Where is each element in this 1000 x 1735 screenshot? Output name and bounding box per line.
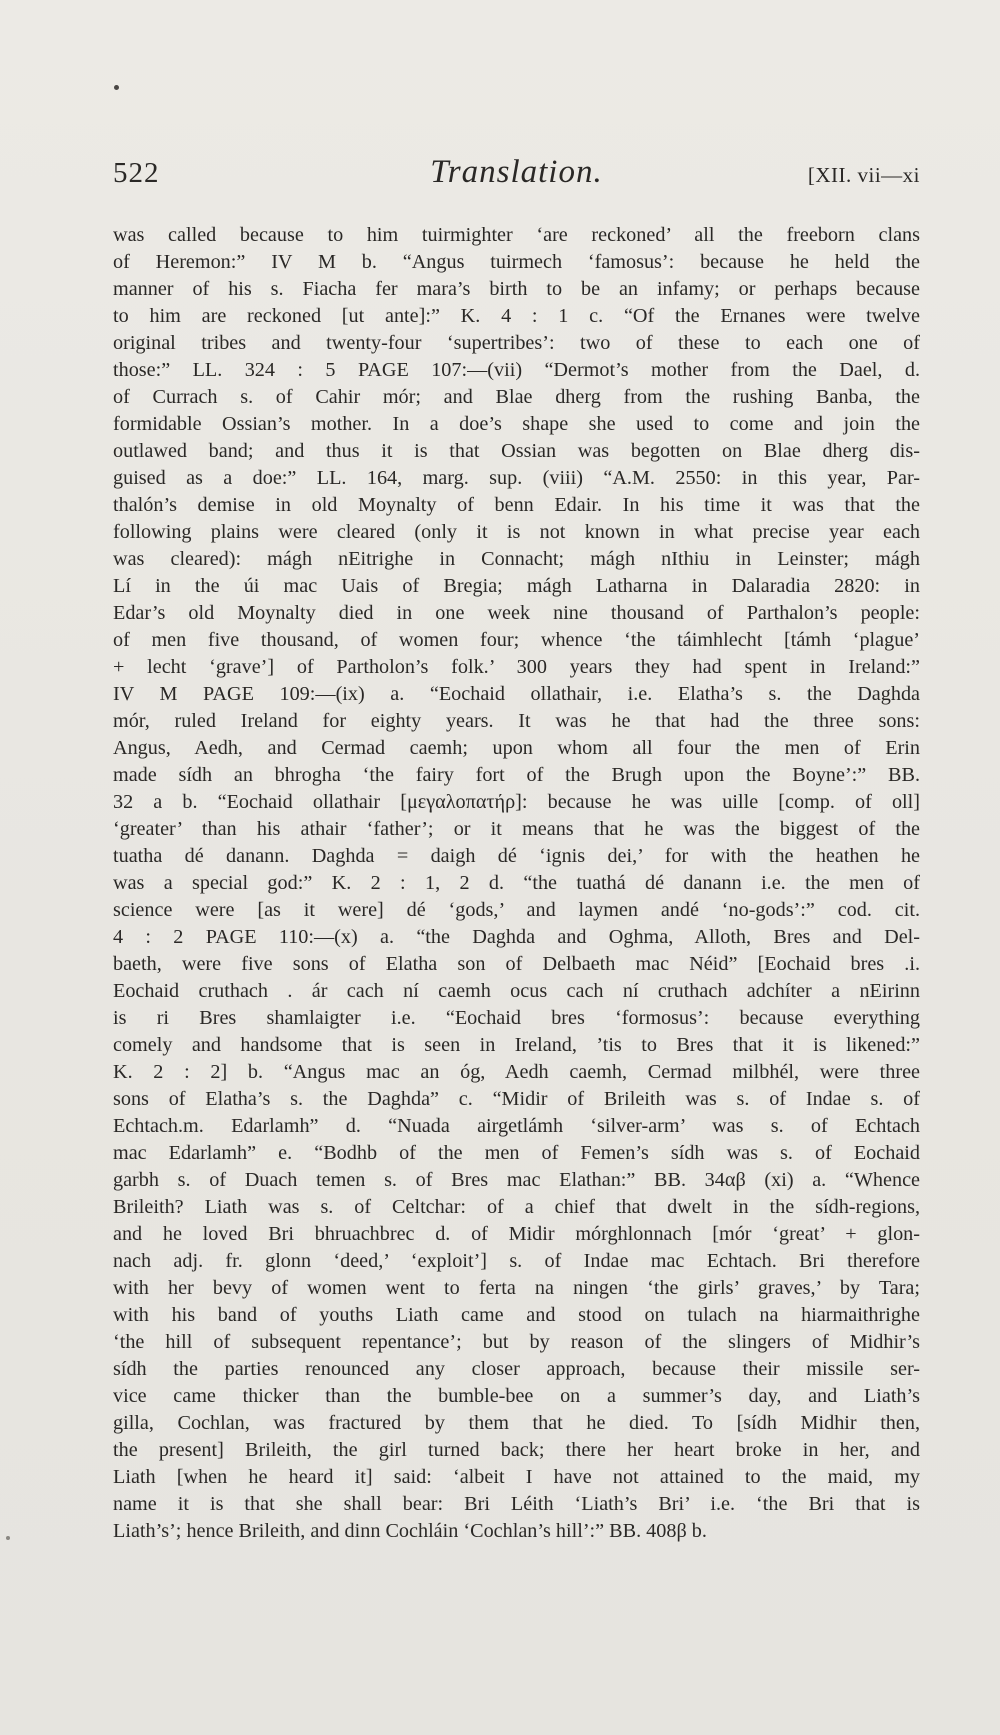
text-line: Edar’s old Moynalty died in one week nine thousand of Parthalon’s people:: [113, 602, 920, 624]
translation-body: [113, 222, 920, 1545]
text-line: is ri Bres shamlaigter i.e. “Eochaid bres ‘formosus’: because everything: [113, 1007, 920, 1029]
text-line: Lí in the úi mac Uais of Bregia; mágh Latharna in Dalaradia 2820: in: [113, 575, 920, 597]
text-line: ‘the hill of subsequent repentance’; but by reason of the slingers of Midhir’s: [113, 1331, 920, 1353]
text-line: guised as a doe:” LL. 164, marg. sup. (viii) “A.M. 2550: in this year, Par-: [113, 467, 920, 489]
margin-speck: [6, 1536, 10, 1540]
text-line: to him are reckoned [ut ante]:” K. 4 : 1 c. “Of the Ernanes were twelve: [113, 305, 920, 327]
text-line: Angus, Aedh, and Cermad caemh; upon whom all four the men of Erin: [113, 737, 920, 759]
text-line: ‘greater’ than his athair ‘father’; or it means that he was the biggest of the: [113, 818, 920, 840]
text-line: mór, ruled Ireland for eighty years. It was he that had the three sons:: [113, 710, 920, 732]
text-line: with his band of youths Liath came and stood on tulach na hiarmaithrighe: [113, 1304, 920, 1326]
text-line: Echtach.m. Edarlamh” d. “Nuada airgetlámh ‘silver-arm’ was s. of Echtach: [113, 1115, 920, 1137]
page-title: Translation.: [430, 154, 603, 190]
text-line: baeth, were five sons of Elatha son of Delbaeth mac Néid” [Eochaid bres .i.: [113, 953, 920, 975]
text-line: those:” LL. 324 : 5 PAGE 107:—(vii) “Dermot’s mother from the Dael, d.: [113, 359, 920, 381]
text-line: comely and handsome that is seen in Ireland, ’tis to Bres that it is likened:”: [113, 1034, 920, 1056]
text-line: was called because to him tuirmighter ‘are reckoned’ all the freeborn clans: [113, 224, 920, 246]
text-line: with her bevy of women went to ferta na ningen ‘the girls’ graves,’ by Tara;: [113, 1277, 920, 1299]
running-header: [113, 154, 920, 197]
text-line: formidable Ossian’s mother. In a doe’s shape she used to come and join the: [113, 413, 920, 435]
text-line: gilla, Cochlan, was fractured by them that he died. To [sídh Midhir then,: [113, 1412, 920, 1434]
text-line: + lecht ‘grave’] of Partholon’s folk.’ 300 years they had spent in Ireland:”: [113, 656, 920, 678]
text-line: made sídh an bhrogha ‘the fairy fort of the Brugh upon the Boyne’:” BB.: [113, 764, 920, 786]
text-line: Eochaid cruthach . ár cach ní caemh ocus cach ní cruthach adchíter a nEirinn: [113, 980, 920, 1002]
text-line: was a special god:” K. 2 : 1, 2 d. “the tuathá dé danann i.e. the men of: [113, 872, 920, 894]
text-line: tuatha dé danann. Daghda = daigh dé ‘ignis dei,’ for with the heathen he: [113, 845, 920, 867]
section-reference: [XII. vii—xi: [807, 163, 920, 187]
text-line: and he loved Bri bhruachbrec d. of Midir mórghlonnach [mór ‘great’ + glon-: [113, 1223, 920, 1245]
text-line: Liath [when he heard it] said: ‘albeit I have not attained to the maid, my: [113, 1466, 920, 1488]
text-line: outlawed band; and thus it is that Ossian was begotten on Blae dherg dis-: [113, 440, 920, 462]
text-line: nach adj. fr. glonn ‘deed,’ ‘exploit’] s. of Indae mac Echtach. Bri therefore: [113, 1250, 920, 1272]
ink-speck: [114, 85, 119, 90]
text-line: following plains were cleared (only it is not known in what precise year each: [113, 521, 920, 543]
text-line: K. 2 : 2] b. “Angus mac an óg, Aedh caemh, Cermad milbhél, were three: [113, 1061, 920, 1083]
text-line: IV M PAGE 109:—(ix) a. “Eochaid ollathair, i.e. Elatha’s s. the Daghda: [113, 683, 920, 705]
text-line: science were [as it were] dé ‘gods,’ and laymen andé ‘no-gods’:” cod. cit.: [113, 899, 920, 921]
page-number: 522: [113, 157, 160, 189]
text-line: vice came thicker than the bumble-bee on a summer’s day, and Liath’s: [113, 1385, 920, 1407]
text-line: 32 a b. “Eochaid ollathair [μεγαλοπατήρ]: because he was uille [comp. of oll]: [113, 791, 920, 813]
text-line: of Heremon:” IV M b. “Angus tuirmech ‘famosus’: because he held the: [113, 251, 920, 273]
text-line: manner of his s. Fiacha fer mara’s birth to be an infamy; or perhaps because: [113, 278, 920, 300]
text-line: garbh s. of Duach temen s. of Bres mac Elathan:” BB. 34αβ (xi) a. “Whence: [113, 1169, 920, 1191]
text-line: was cleared): mágh nEitrighe in Connacht; mágh nIthiu in Leinster; mágh: [113, 548, 920, 570]
text-line: sídh the parties renounced any closer approach, because their missile ser-: [113, 1358, 920, 1380]
text-line: of Currach s. of Cahir mór; and Blae dherg from the rushing Banba, the: [113, 386, 920, 408]
text-line: of men five thousand, of women four; whence ‘the táimhlecht [támh ‘plague’: [113, 629, 920, 651]
text-line: original tribes and twenty-four ‘supertribes’: two of these to each one of: [113, 332, 920, 354]
text-line: sons of Elatha’s s. the Daghda” c. “Midir of Brileith was s. of Indae s. of: [113, 1088, 920, 1110]
text-line: Liath’s’; hence Brileith, and dinn Cochláin ‘Cochlan’s hill’:” BB. 408β b.: [113, 1520, 707, 1542]
text-line: Brileith? Liath was s. of Celtchar: of a chief that dwelt in the sídh-regions,: [113, 1196, 920, 1218]
text-line: name it is that she shall bear: Bri Léith ‘Liath’s Bri’ i.e. ‘the Bri that is: [113, 1493, 920, 1515]
text-line: thalón’s demise in old Moynalty of benn Edair. In his time it was that the: [113, 494, 920, 516]
text-line: the present] Brileith, the girl turned back; there her heart broke in her, and: [113, 1439, 920, 1461]
text-line: mac Edarlamh” e. “Bodhb of the men of Femen’s sídh was s. of Eochaid: [113, 1142, 920, 1164]
text-line: 4 : 2 PAGE 110:—(x) a. “the Daghda and Oghma, Alloth, Bres and Del-: [113, 926, 920, 948]
